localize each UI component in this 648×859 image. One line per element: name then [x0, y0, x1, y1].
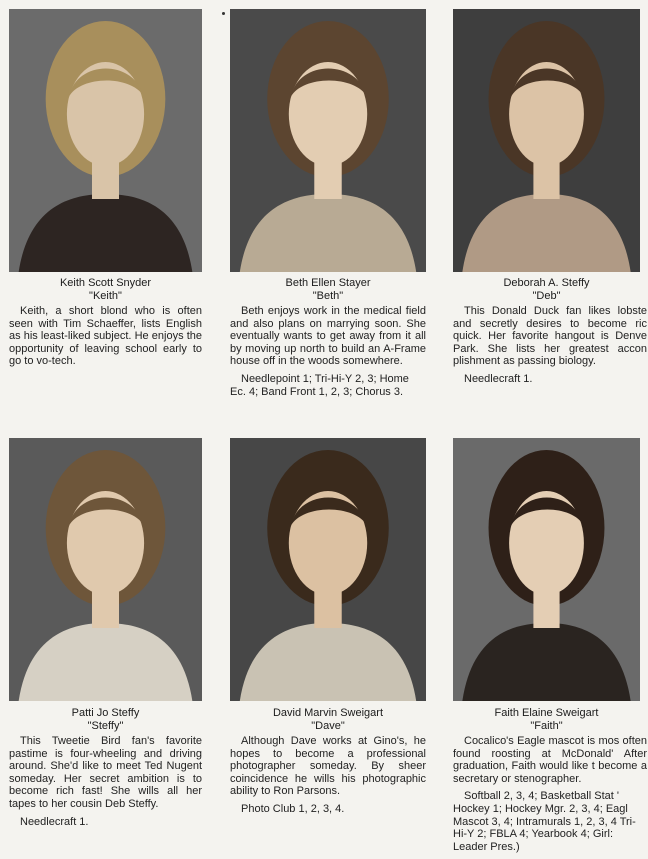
activities-text: Needlepoint 1; Tri-Hi-Y 2, 3; Home Ec. 4; Band Front 1, 2, 3; Chorus 3. [230, 372, 409, 398]
student-nickname: "Deb" [532, 290, 561, 302]
student-entry [9, 9, 202, 429]
print-speck [222, 12, 225, 15]
portrait-illustration [230, 9, 426, 272]
portrait-photo [453, 438, 640, 701]
bio-text: Although Dave works at Gino's, he hopes to become a professional photographer someday. By sheer coincidence he wills his photographic ability to Ron Parsons. [230, 735, 426, 798]
student-name: Faith Elaine Sweigart [494, 707, 599, 719]
student-nickname: "Faith" [530, 720, 563, 732]
portrait-photo [9, 9, 202, 272]
student-entry [230, 438, 426, 856]
portrait-photo [9, 438, 202, 701]
bio-text: Beth enjoys work in the medical field and also plans on marrying soon. She eventually wants to get away from it all by moving up north to build an A-Frame house off in the woods somewhere. [230, 305, 426, 368]
student-bio [453, 735, 647, 859]
student-nickname: "Dave" [311, 720, 345, 732]
bio-text: Cocalico's Eagle mascot is mos often found roosting at McDonald' After graduation, Faith would like t become a secretary or stenographer. [453, 735, 647, 785]
portrait-illustration [230, 438, 426, 701]
student-name: Patti Jo Steffy [71, 707, 140, 719]
student-bio [230, 735, 426, 853]
portrait-photo [453, 9, 640, 272]
student-entry [230, 9, 426, 429]
student-name: David Marvin Sweigart [272, 707, 384, 719]
student-entry [453, 9, 648, 429]
activities-text: Needlecraft 1. [20, 815, 89, 828]
bio-text: Keith, a short blond who is often seen with Tim Schaeffer, lists English as his least-liked subject. He enjoys the opportunity of leaving school early to go to vo-tech. [9, 305, 202, 368]
student-bio [9, 305, 202, 425]
portrait-illustration [9, 438, 202, 701]
activities-text: Softball 2, 3, 4; Basketball Stat ' Hockey 1; Hockey Mgr. 2, 3, 4; Eagl Mascot 3, 4; Intramurals 1, 2, 3, 4 Tri-Hi-Y 2; FBLA 4; Yearbook 4; Girl: Leader Pres.) [453, 790, 636, 853]
student-nickname: "Steffy" [87, 720, 124, 732]
student-bio [9, 735, 202, 853]
student-name: Keith Scott Snyder [59, 277, 152, 289]
student-nickname: "Keith" [89, 290, 122, 302]
portrait-photo [230, 438, 426, 701]
portrait-illustration [9, 9, 202, 272]
activities-text: Needlecraft 1. [464, 372, 533, 385]
student-name: Beth Ellen Stayer [285, 277, 371, 289]
portrait-illustration [453, 9, 640, 272]
student-bio [453, 305, 647, 425]
portrait-illustration [453, 438, 640, 701]
student-entry [9, 438, 202, 856]
student-bio [230, 305, 426, 425]
student-nickname: "Beth" [312, 290, 344, 302]
bio-text: This Donald Duck fan likes lobste and secretly desires to become ric quick. Her favorite hangout is Denve Park. She lists her greatest accon plishment as passing biology. [453, 305, 647, 368]
bio-text: This Tweetie Bird fan's favorite pastime is four-wheeling and driving around. She'd like to meet Ted Nugent someday. Her secret ambition is to become rich fast! She wills all her tapes to her cousin Deb Steffy. [9, 735, 202, 810]
portrait-photo [230, 9, 426, 272]
student-entry [453, 438, 648, 859]
activities-text: Photo Club 1, 2, 3, 4. [241, 802, 345, 815]
student-name: Deborah A. Steffy [503, 277, 590, 289]
